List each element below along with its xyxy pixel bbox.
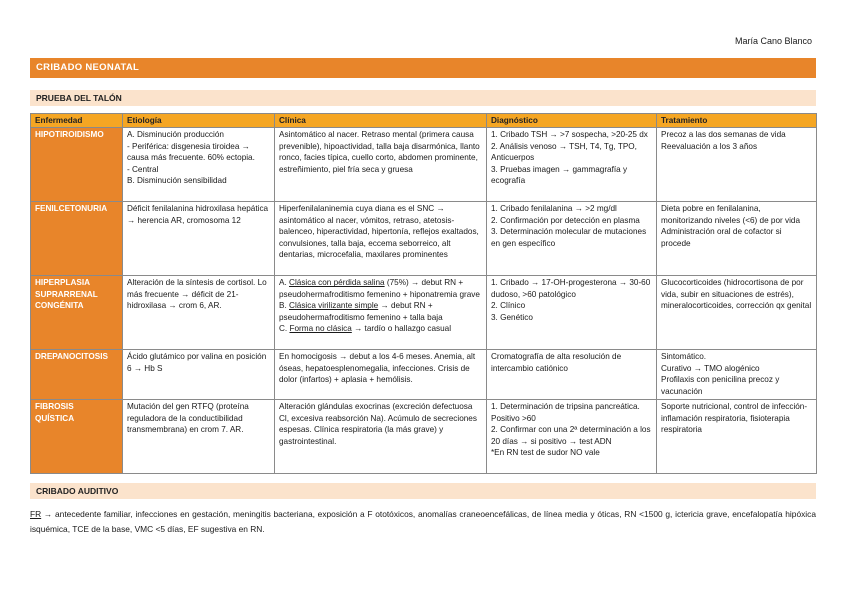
diagnosis-cell (487, 400, 657, 474)
subsection-title-heel-test: PRUEBA DEL TALÓN (30, 90, 816, 106)
diagnosis-cell (487, 350, 657, 400)
clinic-cell (275, 128, 487, 202)
cell-line: Sintomático. (661, 352, 707, 362)
clinic-form-b (279, 300, 482, 323)
cell-line: 2. Confirmar con una 2ª determinación a los 20 días → si positivo → test ADN (491, 425, 651, 446)
column-header: Diagnóstico (487, 114, 657, 128)
cell-line: 3. Pruebas imagen → gammagrafía y ecografía (491, 164, 628, 186)
disease-cell (31, 202, 123, 276)
form-label: A. (279, 278, 287, 288)
cell-line: Curativo → TMO alogénico (661, 363, 760, 373)
clinic-form-c (279, 323, 482, 334)
table-row (31, 128, 817, 202)
disease-name: QUÍSTICA (35, 413, 75, 423)
etiology-cell (123, 202, 275, 276)
section-title: CRIBADO NEONATAL (30, 58, 816, 78)
column-header: Etiología (123, 114, 275, 128)
disease-name: CONGÉNITA (35, 301, 84, 311)
cell-line: En homocigosis → debut a los 4-6 meses. Anemia, alt óseas, hepatoesplenomegalia, infecciones. Crisis de dolor (infartos) + aplasia + hemólisis. (279, 352, 476, 385)
form-description: (75%) → debut RN + pseudohermafroditismo femenino + hiponatremia grave (279, 278, 480, 299)
risk-factors-paragraph (30, 507, 816, 537)
cell-line: 3. Determinación molecular de mutaciones en gen específico (491, 227, 647, 248)
risk-factors-label: FR (30, 509, 42, 519)
cell-line: Soporte nutricional, control de infección-inflamación respiratoria, fisioterapia respiratoria (661, 402, 808, 435)
column-header: Tratamiento (657, 114, 817, 128)
form-description: → tardío o hallazgo casual (351, 324, 452, 334)
form-description: → debut RN + pseudohermafroditismo femenino + talla baja (279, 301, 443, 322)
cell-line: 3. Genético (491, 312, 533, 322)
disease-cell (31, 400, 123, 474)
disease-name: FENILCETONURIA (35, 204, 108, 214)
disease-name: HIPOTIROIDISMO (35, 130, 104, 140)
cell-line: Reevaluación a los 3 años (661, 141, 758, 151)
cell-line: *En RN test de sudor NO vale (491, 448, 600, 458)
disease-name: FIBROSIS (35, 402, 74, 412)
clinic-cell (275, 400, 487, 474)
cell-line: Dieta pobre en fenilalanina, monitorizando niveles (<6) de por vida (661, 204, 801, 225)
cell-line: 2. Confirmación por detección en plasma (491, 215, 640, 225)
cell-line: - Periférica: disgenesia tiroidea → causa más frecuente. 60% ectopia. (127, 141, 255, 163)
cell-line: 2. Clínico (491, 301, 526, 311)
treatment-cell (657, 400, 817, 474)
treatment-cell (657, 276, 817, 350)
treatment-cell (657, 128, 817, 202)
subsection-title-hearing: CRIBADO AUDITIVO (30, 483, 816, 499)
form-label: C. (279, 324, 288, 334)
cell-line: Alteración de la síntesis de cortisol. Lo más frecuente → déficit de 21-hidroxilasa → crom 6, AR. (127, 278, 267, 311)
clinic-form-a (279, 277, 482, 300)
cell-line: A. Disminución producción (127, 130, 224, 140)
cell-line: Precoz a las dos semanas de vida (661, 130, 786, 140)
form-name: Forma no clásica (289, 324, 352, 334)
etiology-cell (123, 128, 275, 202)
cell-line: Profilaxis con penicilina precoz y vacunación (661, 375, 780, 396)
diagnosis-cell (487, 276, 657, 350)
cell-line: Ácido glutámico por valina en posición 6 → Hb S (127, 352, 267, 373)
author-name: María Cano Blanco (734, 36, 812, 46)
cell-line: Déficit fenilalanina hidroxilasa hepática → herencia AR, cromosoma 12 (127, 204, 269, 225)
treatment-cell (657, 350, 817, 400)
form-name: Clásica con pérdida salina (289, 278, 385, 288)
table-row (31, 400, 817, 474)
clinic-cell (275, 350, 487, 400)
disease-name: HIPERPLASIA (35, 278, 91, 288)
disease-cell (31, 350, 123, 400)
table-row (31, 276, 817, 350)
cell-line: Hiperfenilalaninemia cuya diana es el SNC → asintomático al nacer, vómitos, retraso, atetosis-balenceo, hiperactividad, hipertonía, reflejos exaltados, convulsiones, talla baja, eccema seborreico, alt dentarias, microcefalia, maxilares prominentes (279, 204, 479, 260)
form-label: B. (279, 301, 287, 311)
cell-line: Asintomático al nacer. Retraso mental (primera causa prevenible), hipoactividad, talla baja disarmónica, llanto ronco, facies típica, cuello corto, abdomen prominente, estreñimiento, piel fría seca y gruesa (279, 130, 480, 174)
cell-line: 1. Cribado → 17-OH-progesterona → 30-60 dudoso, >60 patológico (491, 278, 651, 299)
cell-line: Administración oral de cofactor si procede (661, 227, 782, 248)
clinic-cell (275, 202, 487, 276)
table-row (31, 350, 817, 400)
cell-line: B. Disminución sensibilidad (127, 176, 227, 186)
cell-line: Mutación del gen RTFQ (proteína reguladora de la conductibilidad transmembrana) en crom 7. AR. (127, 402, 249, 435)
cell-line: Cromatografía de alta resolución de intercambio catiónico (491, 352, 622, 373)
column-header: Clínica (275, 114, 487, 128)
cell-line: Alteración glándulas exocrinas (excreción defectuosa Cl, excesiva reabsorción Na). Acúmulo de secreciones espesas. Clínica respiratoria (la más grave) y gastrointestinal. (279, 402, 477, 446)
table-header-row (31, 114, 817, 128)
risk-factors-text: → antecedente familiar, infecciones en gestación, meningitis bacteriana, exposición a F ototóxicos, anomalías craneoencefálicas, de línea media y óticas, RN <1500 g, ictericia grave, encefalopatía hipóxica isquémica, TCE de la base, VMC <5 días, EF sugestiva en RN. (30, 509, 816, 534)
disease-name: SUPRARRENAL (35, 289, 98, 299)
disease-cell (31, 128, 123, 202)
etiology-cell (123, 350, 275, 400)
cell-line: 1. Determinación de tripsina pancreática. Positivo >60 (491, 402, 640, 423)
cell-line: Glucocorticoides (hidrocortisona de por vida, subir en situaciones de estrés), mineralocorticoides, corrección qx genital (661, 278, 812, 311)
etiology-cell (123, 400, 275, 474)
diagnosis-cell (487, 202, 657, 276)
cell-line: 2. Análisis venoso → TSH, T4, Tg, TPO, Anticuerpos (491, 141, 637, 163)
treatment-cell (657, 202, 817, 276)
table-row (31, 202, 817, 276)
disease-cell (31, 276, 123, 350)
etiology-cell (123, 276, 275, 350)
form-name: Clásica virilizante simple (289, 301, 379, 311)
cell-line: 1. Cribado fenilalanina → >2 mg/dl (491, 204, 617, 214)
column-header: Enfermedad (31, 114, 123, 128)
cell-line: - Central (127, 164, 159, 174)
disease-name: DREPANOCITOSIS (35, 352, 108, 362)
diagnosis-cell (487, 128, 657, 202)
clinic-cell (275, 276, 487, 350)
screening-table (30, 113, 817, 474)
cell-line: 1. Cribado TSH → >7 sospecha, >20-25 dx (491, 130, 648, 140)
